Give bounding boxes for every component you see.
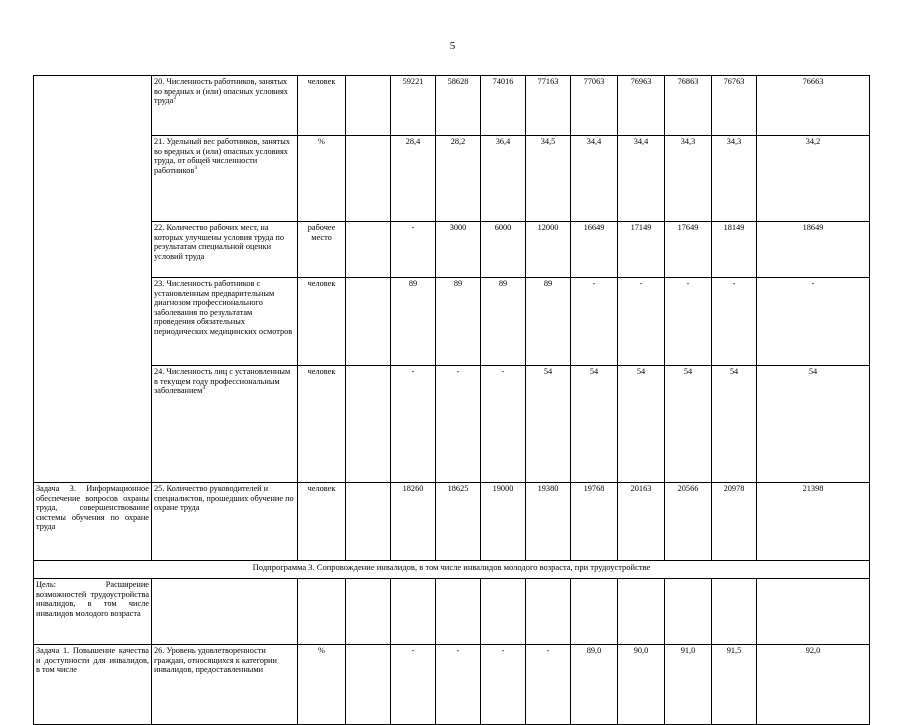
value-cell: 54 — [665, 365, 712, 482]
value-cell: 34,3 — [665, 136, 712, 222]
value-cell: 77063 — [571, 76, 618, 136]
value-cell: 91,0 — [665, 645, 712, 724]
value-cell: 54 — [571, 365, 618, 482]
value-cell: 19380 — [526, 483, 571, 561]
indicators-table — [33, 75, 870, 725]
value-cell: 18649 — [757, 221, 870, 277]
empty-cell — [346, 221, 391, 277]
value-cell: 76863 — [665, 76, 712, 136]
unit-cell: % — [298, 136, 346, 222]
unit-cell: человек — [298, 365, 346, 482]
empty-cell — [346, 579, 391, 645]
value-cell: 17149 — [618, 221, 665, 277]
value-cell: 28,2 — [436, 136, 481, 222]
value-cell: 34,2 — [757, 136, 870, 222]
goal-cell: Цель: Расширение возможностей трудоустройства инвалидов, в том числе инвалидов молодого возраста — [34, 579, 152, 645]
table-row — [34, 136, 870, 222]
indicator-cell: 26. Уровень удовлетворенности граждан, относящихся к категории инвалидов, предоставленными — [152, 645, 298, 724]
value-cell: - — [665, 277, 712, 365]
value-cell: 89 — [481, 277, 526, 365]
value-cell: 76763 — [712, 76, 757, 136]
empty-cell — [757, 579, 870, 645]
value-cell: - — [712, 277, 757, 365]
value-cell: 20978 — [712, 483, 757, 561]
value-cell: - — [436, 365, 481, 482]
value-cell: 54 — [526, 365, 571, 482]
value-cell: 34,4 — [618, 136, 665, 222]
value-cell: 12000 — [526, 221, 571, 277]
indicator-cell: 20. Численность работников, занятых во вредных и (или) опасных условиях труда$^3$ — [152, 76, 298, 136]
table-row — [34, 221, 870, 277]
value-cell: 92,0 — [757, 645, 870, 724]
footnote-mark: 3 — [194, 164, 198, 171]
task-cell: Задача 1. Повышение качества и доступности для инвалидов, в том числе — [34, 645, 152, 724]
unit-cell: % — [298, 645, 346, 724]
indicator-cell: 24. Численность лиц с установленным в текущем году профессиональным заболеванием$^4$ — [152, 365, 298, 482]
value-cell: 54 — [712, 365, 757, 482]
value-cell: 18625 — [436, 483, 481, 561]
unit-cell: человек — [298, 483, 346, 561]
unit-cell: человек — [298, 277, 346, 365]
value-cell: - — [481, 645, 526, 724]
value-cell: - — [391, 645, 436, 724]
value-cell: 3000 — [436, 221, 481, 277]
empty-cell — [152, 579, 298, 645]
value-cell: - — [391, 221, 436, 277]
unit-cell: рабочее место — [298, 221, 346, 277]
value-cell: 89 — [391, 277, 436, 365]
indicator-cell: 25. Количество руководителей и специалистов, прошедших обучение по охране труда — [152, 483, 298, 561]
value-cell: 18260 — [391, 483, 436, 561]
value-cell: 54 — [618, 365, 665, 482]
indicator-cell: 23. Численность работников с установленным предварительным диагнозом профессионального заболевания по результатам проведения обязательных периодических медицинских осмотров — [152, 277, 298, 365]
value-cell: 58628 — [436, 76, 481, 136]
indicator-cell: 22. Количество рабочих мест, на которых улучшены условия труда по результатам специальной оценки условий труда — [152, 221, 298, 277]
value-cell: - — [391, 365, 436, 482]
table-row — [34, 483, 870, 561]
empty-cell — [346, 483, 391, 561]
empty-cell — [618, 579, 665, 645]
page-number: 5 — [449, 40, 456, 52]
empty-cell — [665, 579, 712, 645]
value-cell: 89,0 — [571, 645, 618, 724]
value-cell: 21398 — [757, 483, 870, 561]
empty-cell — [346, 365, 391, 482]
empty-cell — [526, 579, 571, 645]
value-cell: 34,5 — [526, 136, 571, 222]
unit-cell: человек — [298, 76, 346, 136]
empty-cell — [346, 136, 391, 222]
footnote-mark: 4 — [202, 385, 206, 392]
empty-cell — [571, 579, 618, 645]
value-cell: 20566 — [665, 483, 712, 561]
value-cell: 19000 — [481, 483, 526, 561]
value-cell: 19768 — [571, 483, 618, 561]
value-cell: 89 — [436, 277, 481, 365]
value-cell: 90,0 — [618, 645, 665, 724]
value-cell: 74016 — [481, 76, 526, 136]
subprogram-title: Подпрограмма 3. Сопровождение инвалидов, в том числе инвалидов молодого возраста, при трудоустройстве — [34, 561, 870, 579]
value-cell: 17649 — [665, 221, 712, 277]
value-cell: 76963 — [618, 76, 665, 136]
indicator-cell: 21. Удельный вес работников, занятых во вредных и (или) опасных условиях труда, от общей численности работников$^3$ — [152, 136, 298, 222]
value-cell: 91,5 — [712, 645, 757, 724]
value-cell: 77163 — [526, 76, 571, 136]
value-cell: - — [526, 645, 571, 724]
value-cell: 34,4 — [571, 136, 618, 222]
value-cell: 76663 — [757, 76, 870, 136]
empty-cell — [346, 277, 391, 365]
empty-cell — [391, 579, 436, 645]
value-cell: - — [571, 277, 618, 365]
empty-cell — [298, 579, 346, 645]
table-row — [34, 277, 870, 365]
value-cell: - — [481, 365, 526, 482]
goal-row — [34, 579, 870, 645]
task-cell — [34, 76, 152, 483]
empty-cell — [346, 76, 391, 136]
value-cell: - — [618, 277, 665, 365]
table-row — [34, 645, 870, 724]
empty-cell — [481, 579, 526, 645]
value-cell: 18149 — [712, 221, 757, 277]
value-cell: 28,4 — [391, 136, 436, 222]
value-cell: 89 — [526, 277, 571, 365]
table-row — [34, 365, 870, 482]
value-cell: 20163 — [618, 483, 665, 561]
value-cell: - — [436, 645, 481, 724]
table-row — [34, 76, 870, 136]
value-cell: - — [757, 277, 870, 365]
value-cell: 34,3 — [712, 136, 757, 222]
value-cell: 36,4 — [481, 136, 526, 222]
empty-cell — [436, 579, 481, 645]
empty-cell — [346, 645, 391, 724]
subprogram-row — [34, 561, 870, 579]
empty-cell — [712, 579, 757, 645]
value-cell: 6000 — [481, 221, 526, 277]
value-cell: 54 — [757, 365, 870, 482]
value-cell: 16649 — [571, 221, 618, 277]
value-cell: 59221 — [391, 76, 436, 136]
footnote-mark: 3 — [173, 95, 177, 102]
task-cell: Задача 3. Информационное обеспечение вопросов охраны труда, совершенствование системы обучения по охране труда — [34, 483, 152, 561]
